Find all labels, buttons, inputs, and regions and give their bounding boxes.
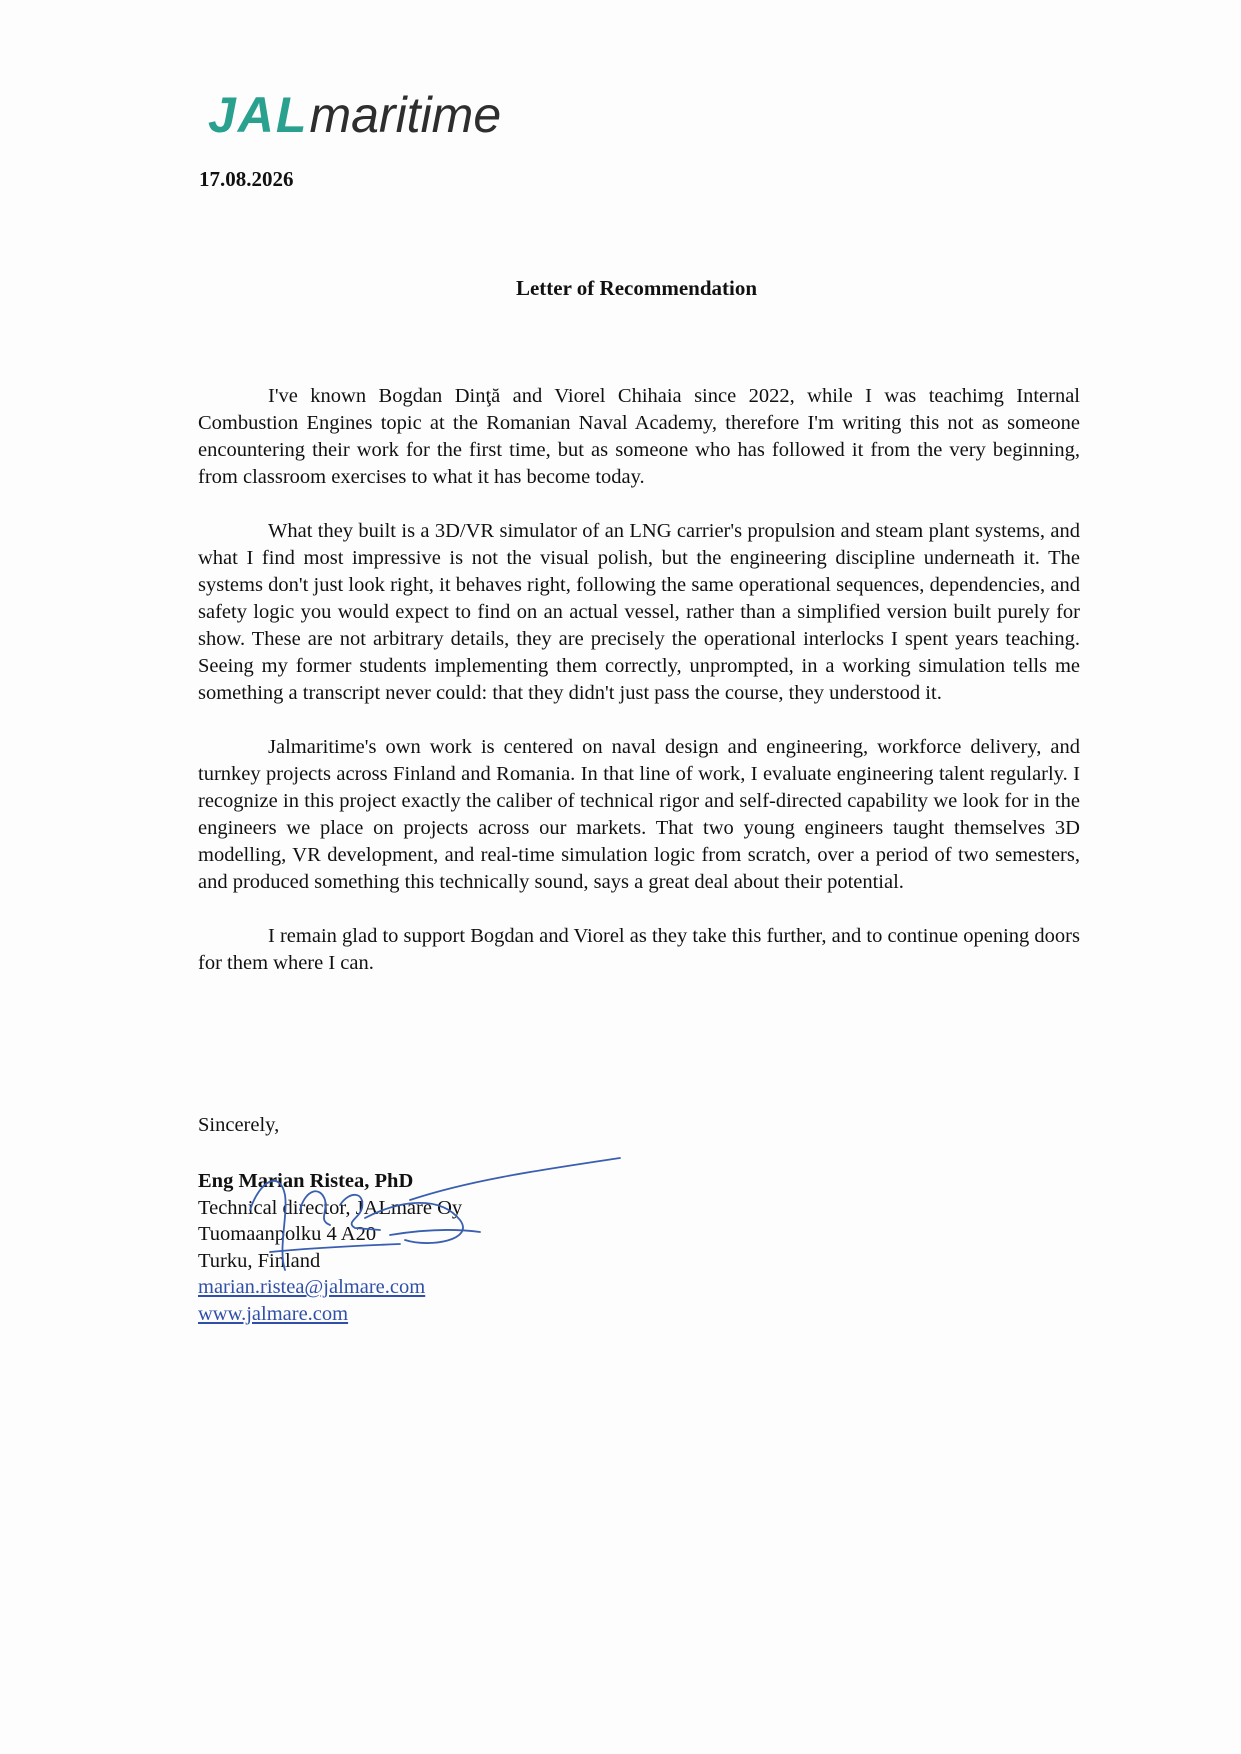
body-paragraph-3: Jalmaritime's own work is centered on naval design and engineering, workforce delivery, and turnkey projects across Finland and Romania. In that line of work, I evaluate engineering talent regularly. I recognize in this project exactly the caliber of technical rigor and self-directed capability we look for in the engineers we place on projects across our markets. That two young engineers taught themselves 3D modelling, VR development, and real-time simulation logic from scratch, over a period of two semesters, and produced something this technically sound, says a great deal about their potential. [198,736,1080,893]
signer-website-link[interactable]: www.jalmare.com [198,1302,349,1325]
signer-address: Tuomaanpolku 4 A20 [198,1223,377,1245]
letter-body [198,383,1080,1004]
closing-salutation: Sincerely, [198,1114,280,1136]
logo-maritime-text: maritime [309,87,502,143]
body-paragraph-4: I remain glad to support Bogdan and Viorel as they take this further, and to continue opening doors for them where I can. [198,925,1080,974]
signer-city: Turku, Finland [198,1249,321,1272]
signer-email-link[interactable]: marian.ristea@jalmare.com [198,1276,426,1298]
signature-block [198,1168,462,1327]
signer-role: Technical director, JALmare Oy [198,1196,463,1219]
body-paragraph-2: What they built is a 3D/VR simulator of an LNG carrier's propulsion and steam plant systems, and what I find most impressive is not the visual polish, but the engineering discipline underneath it. The systems don't just look right, it behaves right, following the same operational sequences, dependencies, and safety logic you would expect to find on an actual vessel, rather than a simplified version built purely for show. These are not arbitrary details, they are precisely the operational interlocks I spent years teaching. Seeing my former students implementing them correctly, unprompted, in a working simulation tells me something a transcript never could: that they didn't just pass the course, they understood it. [198,520,1080,704]
letter-title: Letter of Recommendation [515,276,758,300]
letter-date: 17.08.2026 [199,167,294,191]
body-paragraph-1: I've known Bogdan Dinţă and Viorel Chihaia since 2022, while I was teachimg Internal Combustion Engines topic at the Romanian Naval Academy, therefore I'm writing this not as someone encountering their work for the first time, but as someone who has followed it from the very beginning, from classroom exercises to what it has become today. [198,385,1080,488]
company-logo [208,86,501,146]
signer-name: Eng Marian Ristea, PhD [198,1170,414,1192]
logo-jal-text: JAL [208,87,309,143]
